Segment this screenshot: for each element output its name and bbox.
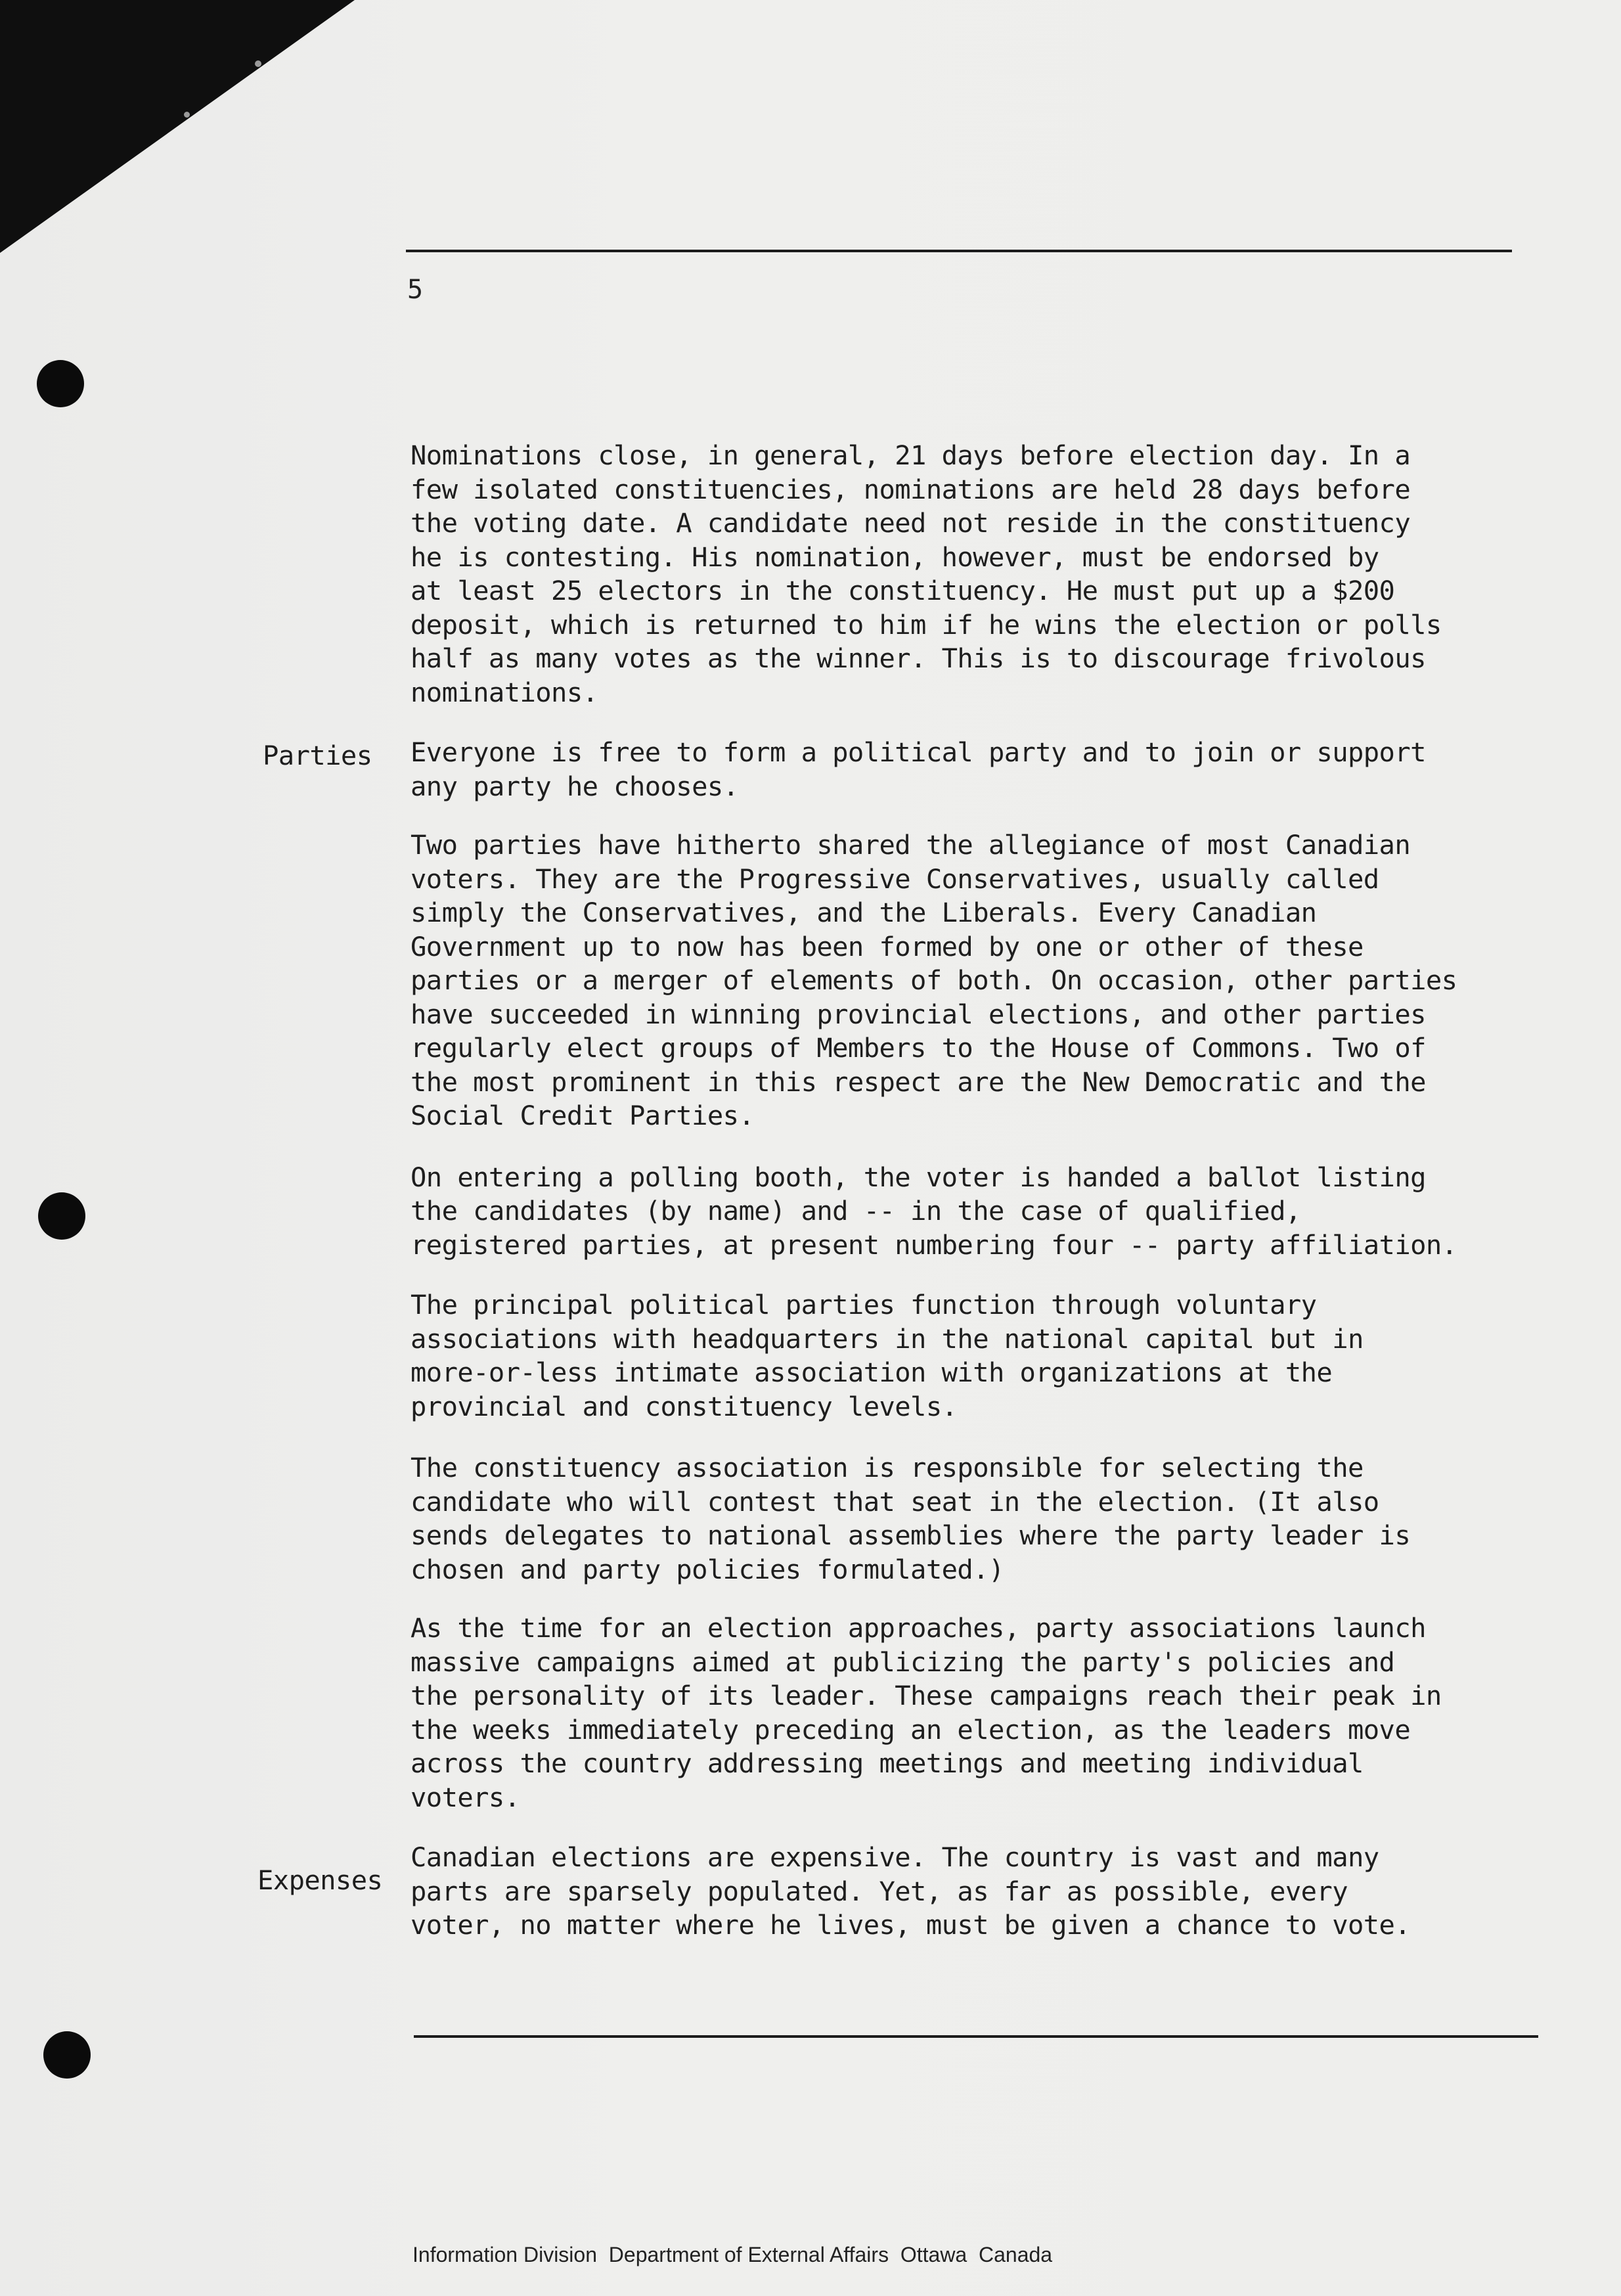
paragraph-associations: The principal political parties function through voluntary associations with headquarters in the national capital but in more-or-less intimate association with organizations at the provincial and constituency levels. — [411, 1289, 1364, 1422]
body-text — [411, 439, 1527, 1968]
bottom-rule — [414, 2035, 1538, 2038]
paragraph-party-freedom: Everyone is free to form a political party and to join or support any party he chooses. — [411, 736, 1426, 802]
margin-label-parties: Parties — [263, 740, 372, 771]
punch-hole — [43, 2031, 91, 2079]
paragraph-expenses: Canadian elections are expensive. The country is vast and many parts are sparsely populated. Yet, as far as possible, every voter, no matter where he lives, must be given a chance to vote. — [411, 1841, 1411, 1941]
margin-label-expenses: Expenses — [257, 1864, 383, 1896]
page-number: 5 — [407, 275, 424, 305]
paragraph-constituency: The constituency association is responsible for selecting the candidate who will contest that seat in the election. (It also sends delegates to national assemblies where the party leader is chosen and party policies formulated.) — [411, 1452, 1411, 1585]
top-rule — [406, 250, 1512, 252]
paragraph-nominations: Nominations close, in general, 21 days before election day. In a few isolated constituencies, nominations are held 28 days before the voting date. A candidate need not reside in the constituency he is contesting. His nomination, however, must be endorsed by at least 25 electors in the constituency. He must put up a $200 deposit, which is returned to him if he wins the election or polls half as many votes as the winner. This is to discourage frivolous nominations. — [411, 439, 1442, 708]
footer-text: Information Division Department of External Affairs Ottawa Canada — [412, 2243, 1053, 2266]
dust-speck — [255, 60, 261, 67]
paragraph-campaigns: As the time for an election approaches, party associations launch massive campaigns aimed at publicizing the party's policies and the personality of its leader. These campaigns reach their peak in the weeks immediately preceding an election, as the leaders move across the country addressing meetings and meeting individual voters. — [411, 1612, 1442, 1813]
dust-speck — [184, 112, 190, 118]
punch-hole — [37, 360, 84, 407]
dark-corner — [0, 0, 355, 253]
paragraph-ballot: On entering a polling booth, the voter is handed a ballot listing the candidates (by name) and -- in the case of qualified, registered parties, at present numbering four -- party affiliation. — [411, 1161, 1457, 1261]
paragraph-two-parties: Two parties have hitherto shared the allegiance of most Canadian voters. They are the Progressive Conservatives, usually called simply the Conservatives, and the Liberals. Every Canadian Government up to now has been formed by one or other of these parties or a merger of elements of both. On occasion, other parties have succeeded in winning provincial elections, and other parties regularly elect groups of Members to the House of Commons. Two of the most prominent in this respect are the New Democratic and the Social Credit Parties. — [411, 829, 1457, 1131]
punch-hole — [38, 1192, 85, 1240]
